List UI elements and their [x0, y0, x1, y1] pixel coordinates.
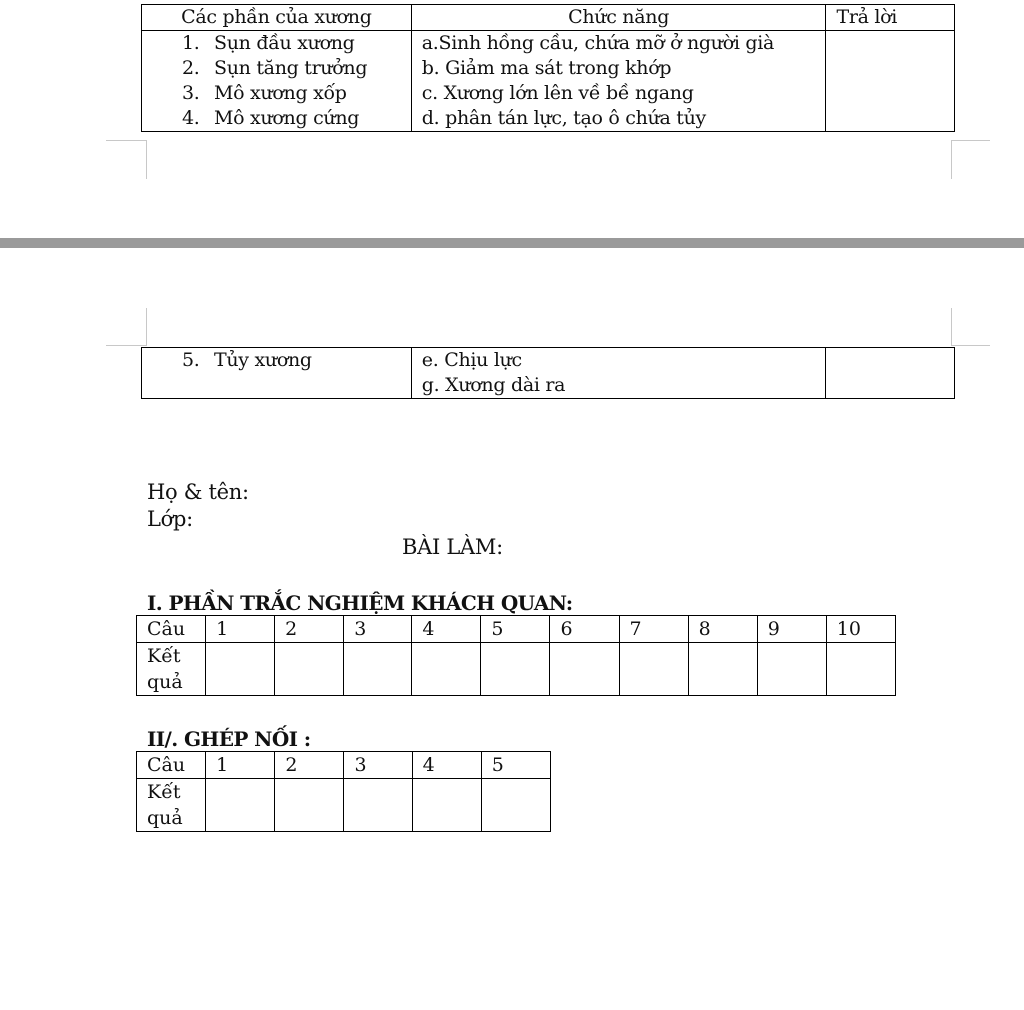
function-item: e. Chịu lực [421, 349, 522, 371]
part-item: 1. Sụn đầu xương [182, 32, 355, 54]
answer-box[interactable] [275, 643, 344, 696]
matching-header-row [142, 5, 955, 31]
question-number: 4 [412, 616, 481, 643]
matching-body-row [142, 348, 955, 399]
function-item: a.Sinh hồng cầu, chứa mỡ ở người già [421, 32, 775, 54]
answer-box[interactable] [481, 779, 550, 832]
functions-cell [411, 348, 825, 399]
answer-box[interactable] [275, 779, 344, 832]
question-number: 1 [206, 616, 275, 643]
question-number: 4 [412, 752, 481, 779]
answer-heading: BÀI LÀM: [402, 535, 503, 559]
question-number: 7 [619, 616, 688, 643]
crop-mark-bottom-left [106, 140, 147, 179]
question-label: Câu [137, 616, 206, 643]
function-item: g. Xương dài ra [421, 374, 566, 396]
student-name-label: Họ & tên: [147, 480, 249, 504]
answer-box[interactable] [412, 643, 481, 696]
section1-question-row [137, 616, 896, 643]
question-number: 5 [481, 616, 550, 643]
answer-box[interactable] [826, 643, 895, 696]
crop-mark-bottom-right [951, 140, 990, 179]
section1-result-row [137, 643, 896, 696]
functions-cell [411, 31, 826, 132]
header-answer: Trả lời [826, 5, 955, 31]
answer-box[interactable] [550, 643, 619, 696]
result-label: Kết quả [137, 779, 206, 832]
question-number: 1 [206, 752, 275, 779]
question-number: 9 [757, 616, 826, 643]
question-number: 2 [275, 752, 344, 779]
answer-box[interactable] [206, 779, 275, 832]
section2-result-row [137, 779, 551, 832]
answer-box[interactable] [757, 643, 826, 696]
part-item: 2. Sụn tăng trưởng [182, 57, 368, 79]
header-functions: Chức năng [411, 5, 826, 31]
section2-answer-grid [136, 751, 551, 832]
answer-cell[interactable] [826, 348, 955, 399]
answer-cell[interactable] [826, 31, 955, 132]
result-label: Kết quả [137, 643, 206, 696]
section1-answer-grid [136, 615, 896, 696]
matching-table [141, 4, 955, 132]
function-item: b. Giảm ma sát trong khớp [421, 57, 672, 79]
function-item: c. Xương lớn lên về bề ngang [421, 82, 694, 104]
header-parts: Các phần của xương [142, 5, 412, 31]
answer-box[interactable] [619, 643, 688, 696]
question-label: Câu [137, 752, 206, 779]
answer-box[interactable] [344, 779, 412, 832]
student-class-label: Lớp: [147, 507, 193, 531]
section1-title: I. PHẦN TRẮC NGHIỆM KHÁCH QUAN: [147, 591, 573, 615]
function-item: d. phân tán lực, tạo ô chứa tủy [421, 107, 706, 129]
question-number: 3 [344, 752, 412, 779]
answer-box[interactable] [412, 779, 481, 832]
page-gap [0, 238, 1024, 248]
question-number: 3 [344, 616, 412, 643]
question-number: 10 [826, 616, 895, 643]
question-number: 6 [550, 616, 619, 643]
answer-box[interactable] [688, 643, 757, 696]
part-item: 5. Tủy xương [182, 349, 312, 371]
question-number: 8 [688, 616, 757, 643]
answer-box[interactable] [344, 643, 412, 696]
matching-table-continued [141, 347, 955, 399]
answer-box[interactable] [481, 643, 550, 696]
matching-body-row [142, 31, 955, 132]
question-number: 5 [481, 752, 550, 779]
crop-mark-top-left [106, 308, 147, 346]
question-number: 2 [275, 616, 344, 643]
answer-box[interactable] [206, 643, 275, 696]
parts-cell [142, 348, 412, 399]
part-item: 4. Mô xương cứng [182, 107, 360, 129]
parts-cell [142, 31, 412, 132]
section2-title: II/. GHÉP NỐI : [147, 727, 311, 751]
section2-question-row [137, 752, 551, 779]
crop-mark-top-right [951, 308, 990, 346]
part-item: 3. Mô xương xốp [182, 82, 347, 104]
